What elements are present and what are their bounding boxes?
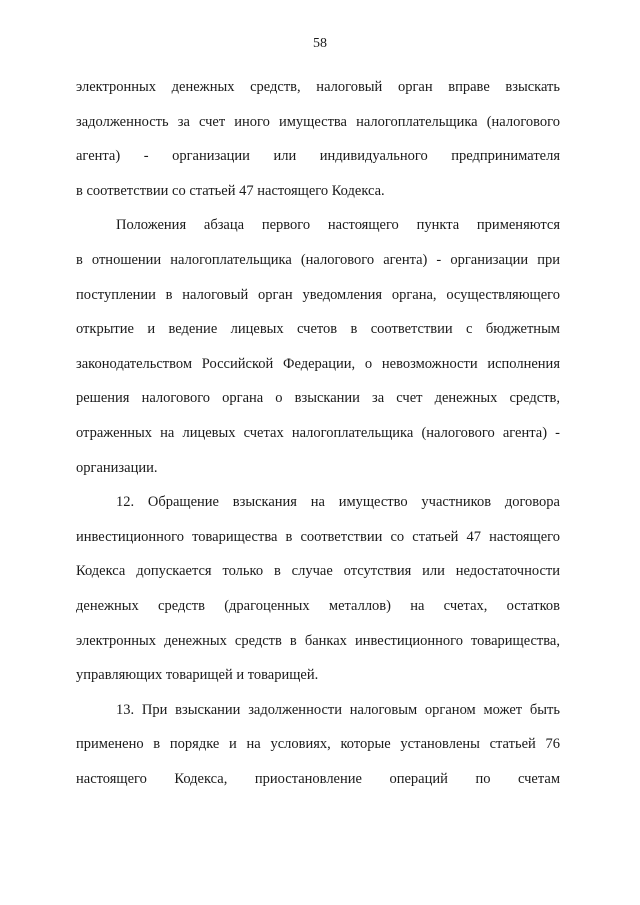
text-line: законодательством Российской Федерации, о невозможности исполнения (76, 355, 560, 372)
text-line: 13. При взыскании задолженности налоговым органом может быть (116, 701, 560, 718)
text-line: электронных денежных средств, налоговый орган вправе взыскать (76, 79, 560, 95)
document-body (76, 70, 560, 796)
text-line: организации. (76, 459, 158, 476)
text-line: электронных денежных средств в банках инвестиционного товарищества, (76, 632, 560, 649)
text-line: в отношении налогоплательщика (налогового агента) - организации при (76, 251, 560, 268)
text-line: денежных средств (драгоценных металлов) на счетах, остатков (76, 597, 560, 614)
text-line: решения налогового органа о взыскании за счет денежных средств, (76, 390, 560, 407)
text-line: агента) - организации или индивидуального предпринимателя (76, 148, 560, 165)
text-line: инвестиционного товарищества в соответствии со статьей 47 настоящего (76, 528, 560, 545)
text-line: применено в порядке и на условиях, которые установлены статьей 76 (76, 736, 560, 753)
paragraph-3 (76, 485, 560, 693)
text-line: Положения абзаца первого настоящего пункта применяются (116, 217, 560, 234)
text-line: открытие и ведение лицевых счетов в соответствии с бюджетным (76, 321, 560, 338)
paragraph-4 (76, 693, 560, 797)
page-number: 58 (313, 36, 327, 51)
paragraph-1 (76, 70, 560, 208)
paragraph-2 (76, 208, 560, 485)
text-line: 12. Обращение взыскания на имущество участников договора (116, 494, 560, 511)
text-line: Кодекса допускается только в случае отсутствия или недостаточности (76, 563, 560, 580)
text-line: отраженных на лицевых счетах налогоплательщика (налогового агента) - (76, 424, 560, 441)
text-line: задолженность за счет иного имущества налогоплательщика (налогового (76, 113, 560, 130)
text-line: поступлении в налоговый орган уведомления органа, осуществляющего (76, 286, 560, 303)
text-line: управляющих товарищей и товарищей. (76, 667, 319, 684)
text-line: настоящего Кодекса, приостановление операций по счетам (76, 770, 560, 787)
text-line: в соответствии со статьей 47 настоящего Кодекса. (76, 182, 385, 199)
